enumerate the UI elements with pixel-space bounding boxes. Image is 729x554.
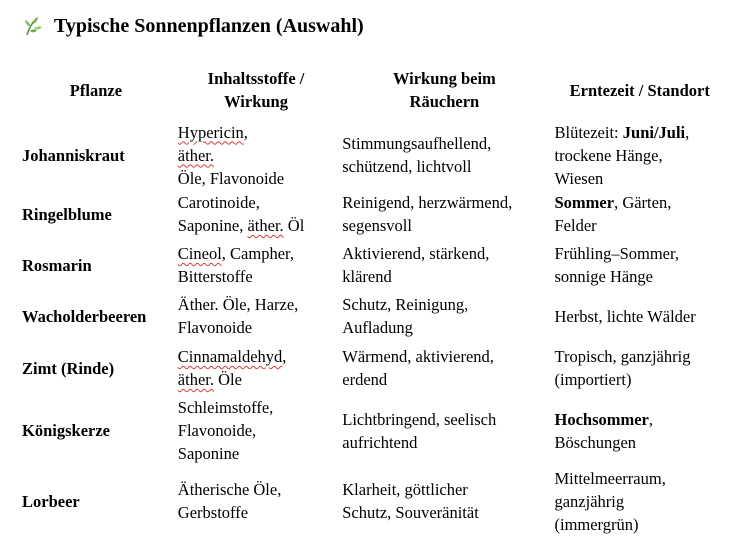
cell-wirkung: Klarheit, göttlicher Schutz, Souveränität bbox=[342, 480, 479, 522]
table-row bbox=[18, 120, 729, 190]
cell-erntezeit: Blütezeit: Juni/Juli, trockene Hänge, Wiesen bbox=[554, 122, 690, 188]
table-header-row bbox=[18, 60, 729, 120]
cell-erntezeit: Frühling–Sommer, sonnige Hänge bbox=[554, 244, 679, 286]
header-erntezeit: Erntezeit / Standort bbox=[569, 80, 710, 100]
plant-name: Lorbeer bbox=[22, 491, 80, 511]
cell-inhaltsstoffe: Schleimstoffe, Flavonoide, Saponine bbox=[177, 398, 274, 463]
plant-name: Johanniskraut bbox=[22, 145, 125, 165]
table-row bbox=[18, 292, 729, 340]
cell-inhaltsstoffe: Äther. Öle, Harze, Flavonoide bbox=[177, 295, 299, 337]
header-pflanze: Pflanze bbox=[69, 80, 123, 100]
cell-inhaltsstoffe: Cineol, Campher, Bitterstoffe bbox=[177, 244, 294, 286]
table-row bbox=[18, 396, 729, 465]
header-wirkung: Wirkung beim Räuchern bbox=[392, 69, 496, 111]
cell-erntezeit: Hochsommer, Böschungen bbox=[554, 409, 654, 452]
cell-inhaltsstoffe: Carotinoide, Saponine, äther. Öl bbox=[177, 193, 305, 235]
plant-name: Ringelblume bbox=[22, 204, 112, 224]
table-row bbox=[18, 190, 729, 238]
plants-table bbox=[18, 60, 729, 537]
cell-wirkung: Lichtbringend, seelisch aufrichtend bbox=[342, 409, 497, 452]
cell-erntezeit: Sommer, Gärten, Felder bbox=[554, 193, 672, 235]
table-row bbox=[18, 340, 729, 396]
cell-erntezeit: Herbst, lichte Wälder bbox=[554, 306, 696, 326]
cell-inhaltsstoffe: Ätherische Öle, Gerbstoffe bbox=[177, 480, 282, 522]
cell-inhaltsstoffe: Hypericin, äther. Öle, Flavonoide bbox=[177, 122, 285, 188]
table-row bbox=[18, 465, 729, 537]
plant-name: Zimt (Rinde) bbox=[22, 358, 115, 378]
table-row bbox=[18, 238, 729, 292]
cell-wirkung: Aktivierend, stärkend, klärend bbox=[342, 244, 490, 286]
plant-name: Königskerze bbox=[22, 421, 110, 440]
header-inhaltsstoffe: Inhaltsstoffe / Wirkung bbox=[207, 69, 305, 111]
cell-inhaltsstoffe: Cinnamaldehyd, äther. Öle bbox=[177, 347, 287, 389]
plant-name: Rosmarin bbox=[22, 255, 92, 275]
page-title: Typische Sonnenpflanzen (Auswahl) bbox=[54, 14, 364, 37]
cell-wirkung: Reinigend, herzwärmend, segensvoll bbox=[342, 193, 513, 235]
cell-erntezeit: Tropisch, ganzjährig (importiert) bbox=[554, 347, 691, 389]
herb-leaf-icon bbox=[22, 15, 44, 37]
plant-name: Wacholderbeeren bbox=[22, 306, 147, 326]
cell-wirkung: Stimmungsaufhellend, schützend, lichtvoll bbox=[342, 134, 492, 176]
cell-wirkung: Wärmend, aktivierend, erdend bbox=[342, 347, 494, 389]
cell-erntezeit: Mittelmeerraum, ganzjährig (immergrün) bbox=[554, 468, 666, 534]
document-heading bbox=[22, 12, 364, 40]
cell-wirkung: Schutz, Reinigung, Aufladung bbox=[342, 295, 469, 337]
